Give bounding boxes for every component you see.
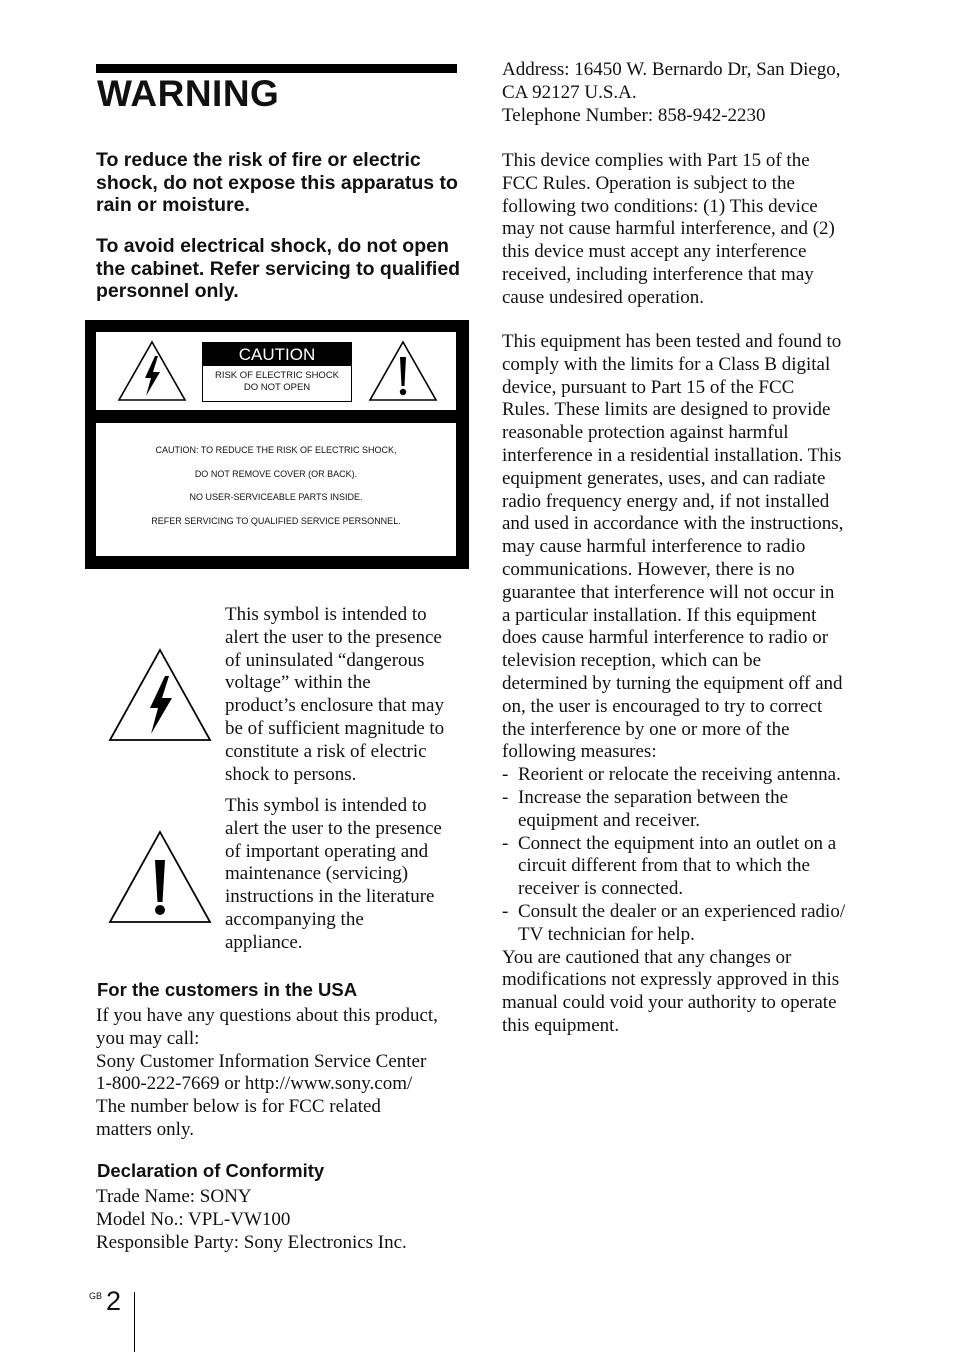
lightning-symbol-description [225,604,461,786]
text-line: This symbol is intended to [225,604,427,625]
text-line: Reorient or relocate the receiving antenna. [518,764,841,786]
text-line: Address: 16450 W. Bernardo Dr, San Diego, [502,59,841,80]
lightning-triangle-icon [108,648,212,742]
text-line: radio frequency energy and, if not installed [502,490,830,512]
text-line: This device complies with Part 15 of the [502,150,810,171]
bullet-dash: - [502,900,509,922]
text-line: following measures: [502,741,657,763]
text-line: cause undesired operation. [502,286,705,308]
exclamation-symbol-description [225,795,461,955]
text-line: equipment generates, uses, and can radiate [502,467,826,489]
text-line: this equipment. [502,1014,620,1036]
page-margin-rule [134,1292,135,1352]
caution-subtext [203,370,351,393]
text-line: comply with the limits for a Class B digital [502,353,831,375]
list-item [502,901,868,947]
text-line: accompanying the [225,908,364,930]
list-item [502,787,868,833]
caution-label-bottom-panel [96,423,456,556]
bullet-dash: - [502,832,509,854]
text-line: voltage” within the [225,672,371,694]
text-line: The number below is for FCC related [96,1096,381,1118]
text-line: This equipment has been tested and found to [502,331,842,352]
text-line: appliance. [225,931,303,953]
text-line: shock to persons. [225,763,357,785]
text-line: You are cautioned that any changes or [502,946,792,968]
text-line: a particular installation. If this equipment [502,604,817,626]
text-line: Responsible Party: Sony Electronics Inc. [96,1231,407,1253]
text-line: maintenance (servicing) [225,863,409,885]
lightning-triangle-icon [117,340,187,402]
text-line: constitute a risk of electric [225,740,427,762]
text-line: may not cause harmful interference, and (2) [502,218,835,240]
text-line: this device must accept any interference [502,241,807,263]
fcc-class-b-paragraph [502,331,868,1038]
text-line: Sony Customer Information Service Center [96,1050,427,1072]
text-line: modifications not expressly approved in this [502,969,840,991]
usa-customers-heading: For the customers in the USA [97,979,358,1000]
text-line: the interference by one or more of the [502,718,790,740]
caution-sign [202,342,352,402]
text-line: alert the user to the presence [225,626,442,648]
text-line: on, the user is encouraged to try to correct [502,695,823,717]
text-line: instructions in the literature [225,886,435,908]
text-line: received, including interference that may [502,263,814,285]
text-line: manual could void your authority to operate [502,992,837,1014]
text-line: reasonable protection against harmful [502,422,789,444]
bullet-dash: - [502,764,509,786]
text-line: circuit different from that to which the [518,855,810,877]
text-line: Model No.: VPL-VW100 [96,1208,291,1230]
page-region-label: GB [89,1291,103,1301]
text-line: determined by turning the equipment off and [502,672,843,694]
declaration-text [96,1186,458,1254]
text-line: FCC Rules. Operation is subject to the [502,172,795,194]
text-line: does cause harmful interference to radio or [502,627,829,649]
warning-moisture: To reduce the risk of fire or electric shock, do not expose this apparatus to rain or moisture. [96,149,458,216]
caution-line: NO USER-SERVICEABLE PARTS INSIDE. [189,492,363,502]
text-line: of important operating and [225,840,429,862]
exclamation-triangle-icon [368,340,438,402]
text-line: product’s enclosure that may [225,695,444,717]
list-item [502,833,868,901]
caution-subtext-line: DO NOT OPEN [243,381,311,393]
text-line: This symbol is intended to [225,795,427,816]
text-line: Telephone Number: 858-942-2230 [502,104,766,126]
text-line: receiver is connected. [518,878,684,900]
page-number: 2 [106,1286,122,1316]
text-line: If you have any questions about this product, [96,1005,438,1026]
declaration-heading: Declaration of Conformity [97,1160,325,1181]
caution-line: CAUTION: TO REDUCE THE RISK OF ELECTRIC SHOCK, [155,445,397,455]
text-line: you may call: [96,1027,200,1049]
text-line: Consult the dealer or an experienced radio/ [518,900,846,922]
caution-line: REFER SERVICING TO QUALIFIED SERVICE PERSONNEL. [151,516,401,526]
text-line: following two conditions: (1) This device [502,195,818,217]
fcc-compliance-paragraph [502,150,868,310]
warning-cabinet: To avoid electrical shock, do not open the cabinet. Refer servicing to qualified personnel only. [96,235,461,302]
text-line: be of sufficient magnitude to [225,717,445,739]
text-line: may cause harmful interference to radio [502,536,806,558]
caution-subtext-line: RISK OF ELECTRIC SHOCK [214,370,340,381]
text-line: and used in accordance with the instructions, [502,513,844,535]
text-line: of uninsulated “dangerous [225,649,425,671]
bullet-dash: - [502,786,509,808]
text-line: television reception, which can be [502,650,762,672]
text-line: equipment and receiver. [518,809,701,831]
text-line: device, pursuant to Part 15 of the FCC [502,376,795,398]
usa-customers-text [96,1005,458,1142]
exclamation-triangle-icon [108,830,212,924]
text-line: Connect the equipment into an outlet on a [518,832,837,854]
text-line: communications. However, there is no [502,558,795,580]
text-line: 1-800-222-7669 or http://www.sony.com/ [96,1073,413,1095]
text-line: matters only. [96,1118,194,1140]
text-line: guarantee that interference will not occur in [502,581,835,603]
text-line: alert the user to the presence [225,817,442,839]
text-line: interference in a residential installation. This [502,444,842,466]
text-line: Trade Name: SONY [96,1186,252,1207]
list-item [502,764,868,787]
text-line: TV technician for help. [518,923,695,945]
text-line: Rules. These limits are designed to provide [502,399,831,421]
caution-heading: CAUTION [203,343,351,366]
address-block [502,59,868,127]
page-title: WARNING [97,73,280,114]
caution-line: DO NOT REMOVE COVER (OR BACK). [194,469,358,479]
text-line: Increase the separation between the [518,786,789,808]
text-line: CA 92127 U.S.A. [502,81,637,103]
